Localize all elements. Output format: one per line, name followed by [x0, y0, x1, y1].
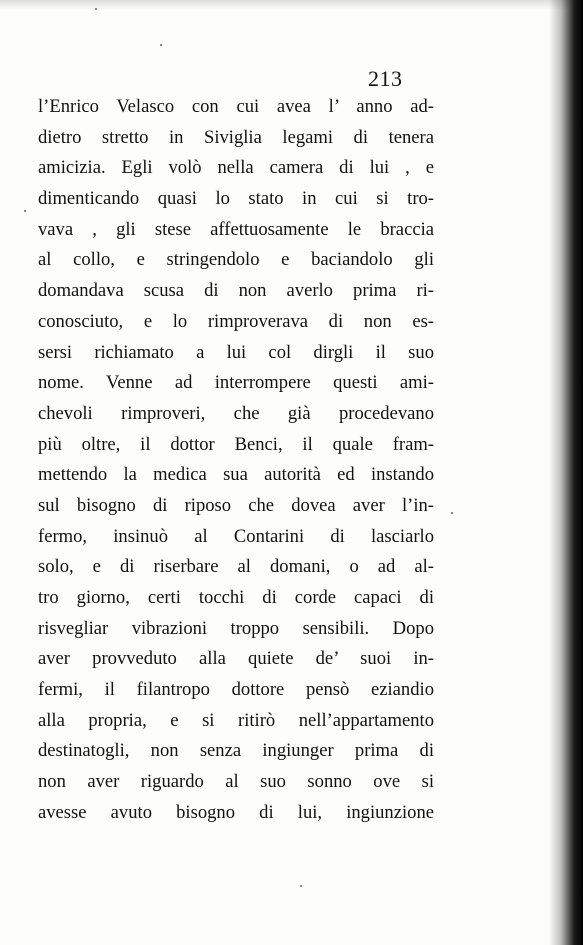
- scan-speck: [451, 512, 453, 514]
- text-line: alla propria, e si ritirò nell’appartamento: [38, 709, 434, 731]
- text-line: destinatogli, non senza ingiunger prima di: [38, 740, 434, 762]
- text-line: aver provveduto alla quiete de’ suoi in-: [38, 648, 434, 670]
- scan-speck: [24, 210, 26, 212]
- text-line: domandava scusa di non averlo prima ri-: [38, 280, 434, 302]
- text-line: fermo, insinuò al Contarini di lasciarlo: [38, 525, 434, 547]
- text-line: fermi, il filantropo dottore pensò eziandio: [38, 679, 434, 701]
- text-line: risvegliar vibrazioni troppo sensibili. Dopo: [38, 617, 434, 639]
- scan-edge-shadow: [549, 0, 583, 945]
- text-line: più oltre, il dottor Benci, il quale fram-: [38, 433, 434, 455]
- text-line: sul bisogno di riposo che dovea aver l’in-: [38, 494, 434, 516]
- text-line: amicizia. Egli volò nella camera di lui , e: [38, 157, 434, 179]
- text-line: dimenticando quasi lo stato in cui si tro-: [38, 188, 434, 210]
- page-number: 213: [368, 66, 403, 91]
- text-line: l’Enrico Velasco con cui avea l’ anno ad-: [38, 96, 434, 117]
- text-line: non aver riguardo al suo sonno ove si: [38, 771, 434, 793]
- text-line: conosciuto, e lo rimproverava di non es-: [38, 310, 434, 332]
- scan-speck: [300, 885, 302, 887]
- text-line: al collo, e stringendolo e baciandolo gli: [38, 249, 434, 271]
- text-line: dietro stretto in Siviglia legami di tenera: [38, 126, 434, 148]
- text-line: tro giorno, certi tocchi di corde capaci di: [38, 587, 434, 608]
- scan-top-shadow: [0, 0, 583, 10]
- text-line: nome. Venne ad interrompere questi ami-: [38, 372, 434, 394]
- body-text: [38, 92, 434, 829]
- scan-speck: [95, 8, 97, 10]
- text-line: mettendo la medica sua autorità ed instando: [38, 464, 434, 486]
- scan-speck: [160, 44, 162, 46]
- text-line: vava , gli stese affettuosamente le braccia: [38, 218, 434, 240]
- text-line: avesse avuto bisogno di lui, ingiunzione: [38, 801, 434, 823]
- text-line: solo, e di riserbare al domani, o ad al-: [38, 556, 434, 578]
- text-line: chevoli rimproveri, che già procedevano: [38, 402, 434, 424]
- text-line: sersi richiamato a lui col dirgli il suo: [38, 341, 434, 363]
